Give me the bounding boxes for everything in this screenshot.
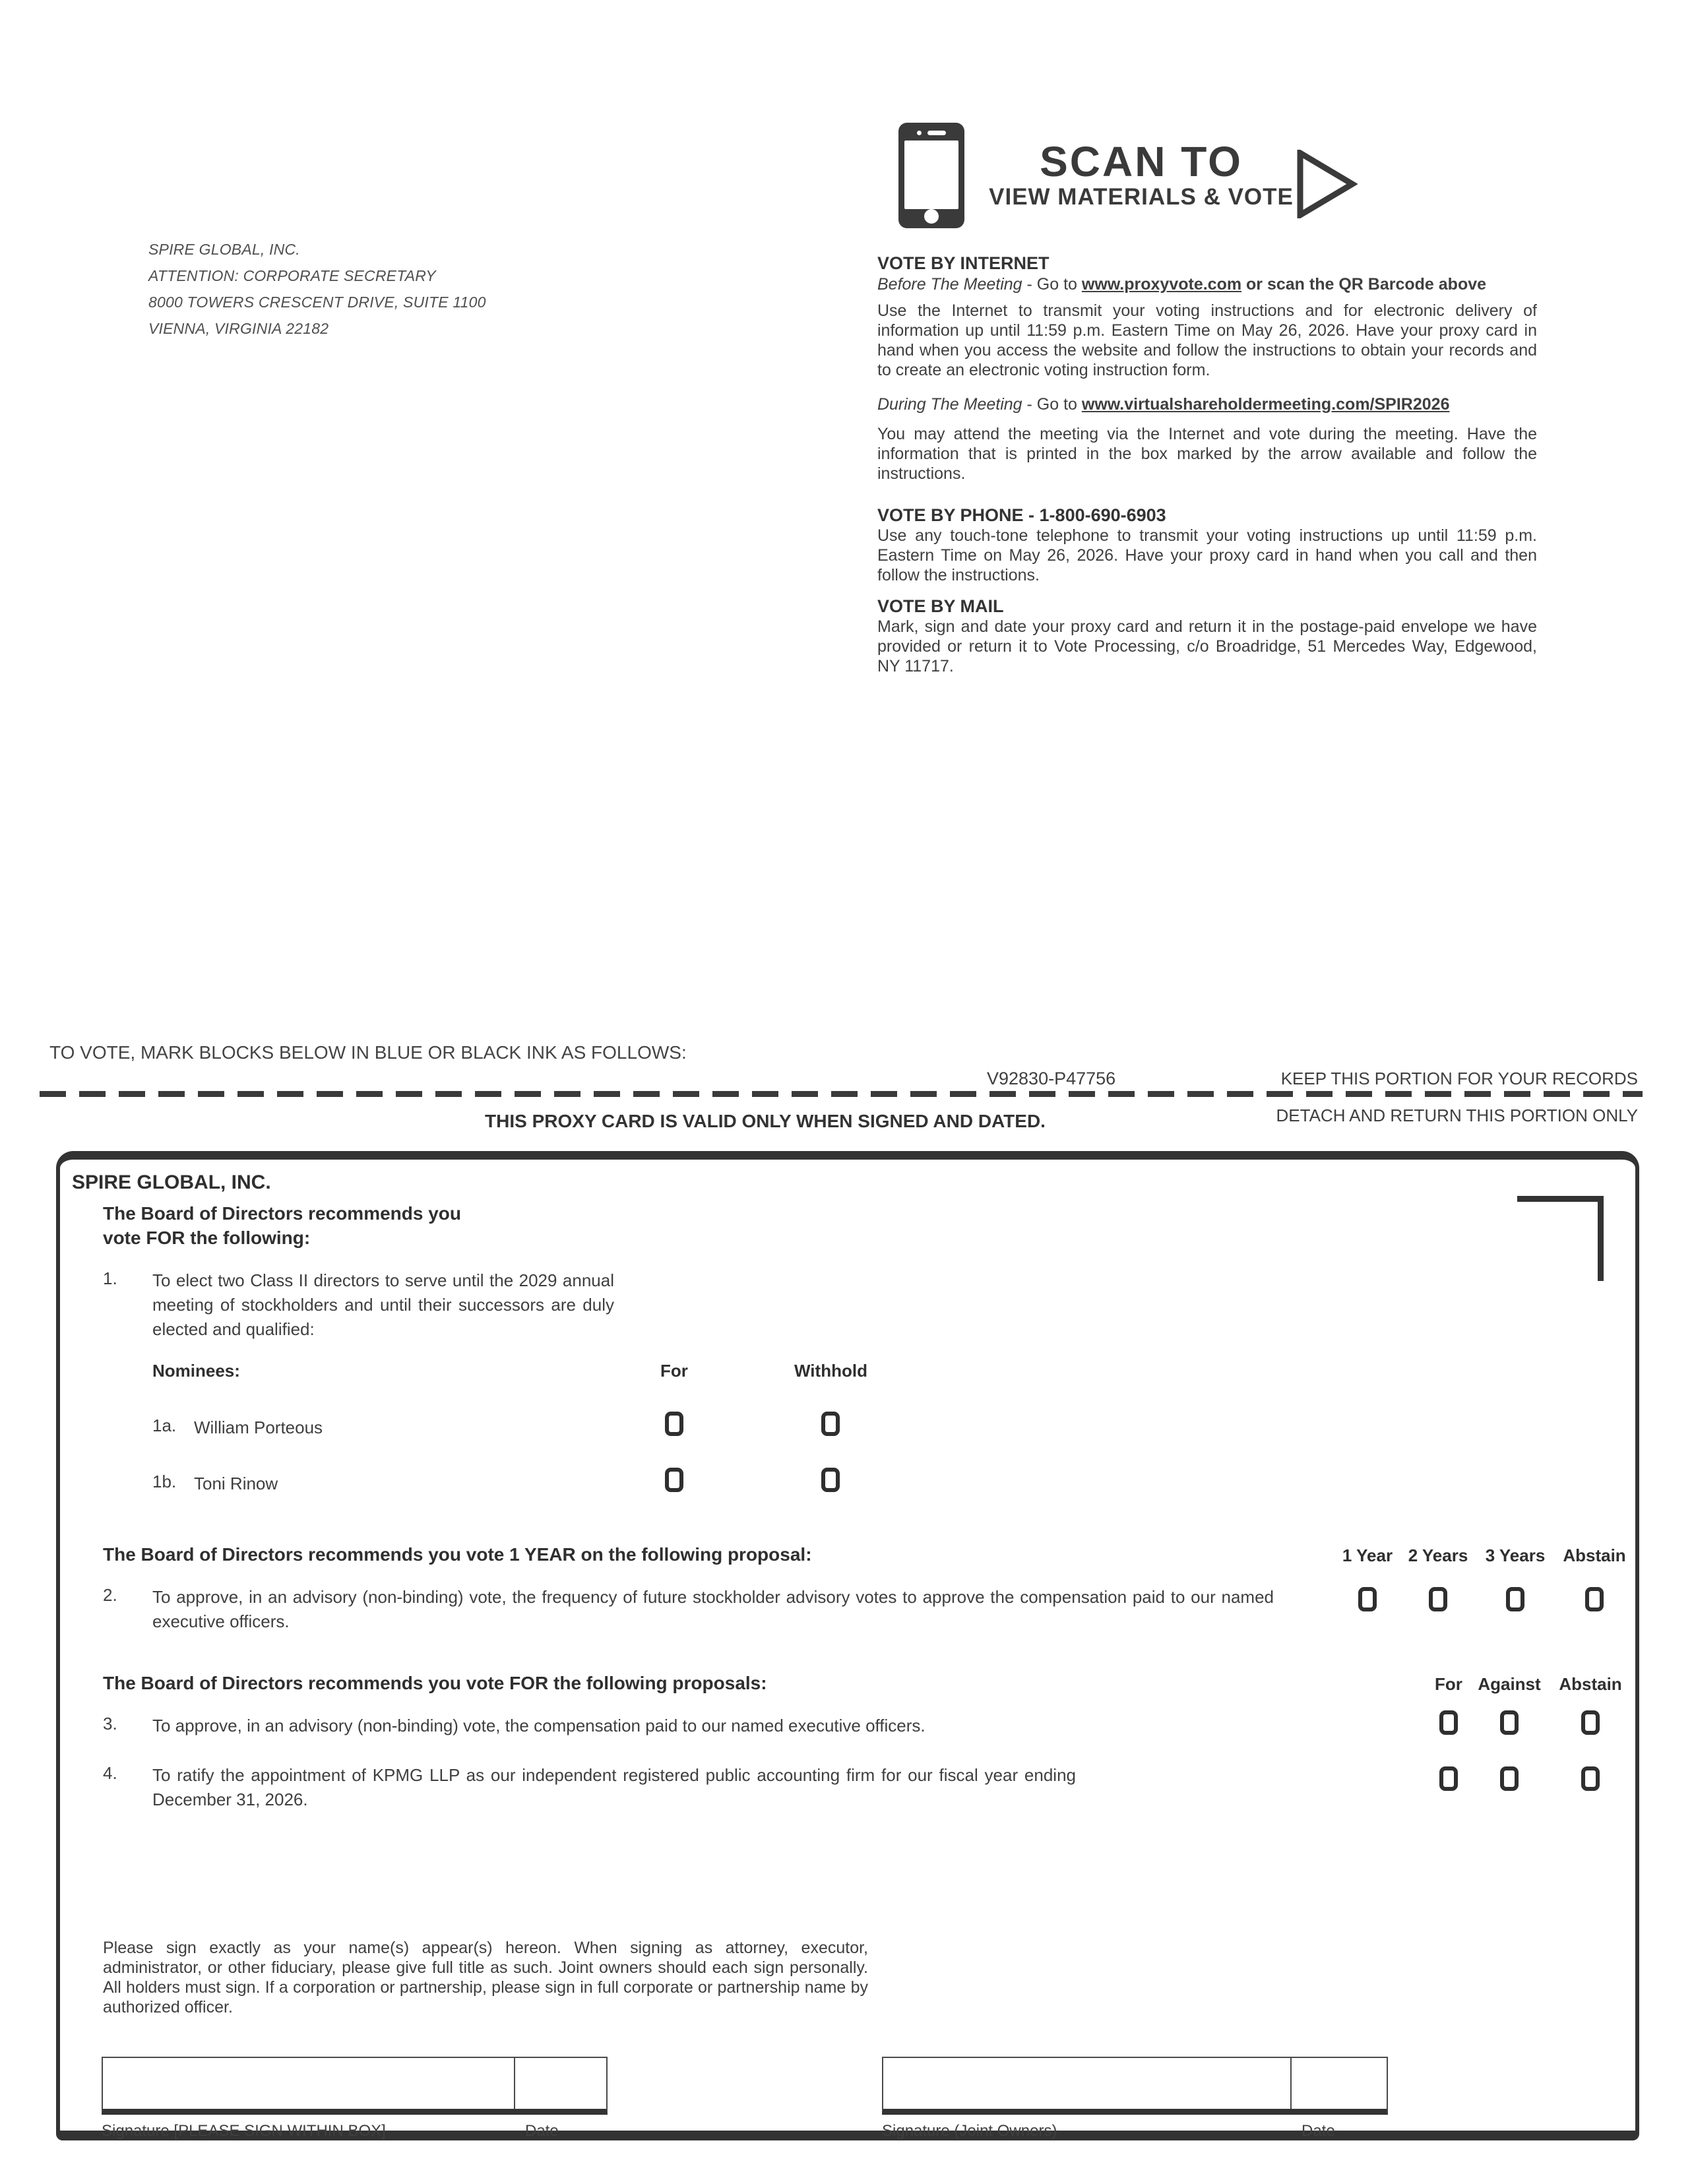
signature-box-primary[interactable] [102,2057,608,2115]
card-company-name: SPIRE GLOBAL, INC. [72,1171,271,1193]
checkbox-2-3years[interactable] [1506,1587,1524,1611]
proposal1-number: 1. [103,1268,117,1288]
date-primary-label: Date [525,2122,559,2140]
virtual-meeting-link[interactable]: www.virtualshareholdermeeting.com/SPIR2026 [1081,395,1450,414]
corner-registration-mark [1517,1196,1604,1281]
scan-banner-title: SCAN TO [1040,138,1243,185]
sender-address-block [148,236,486,342]
sender-attention: ATTENTION: CORPORATE SECRETARY [148,267,436,284]
checkbox-2-1year[interactable] [1358,1587,1377,1611]
checkbox-3-abstain[interactable] [1581,1710,1600,1735]
signature-date-divider-2 [1290,2058,1292,2109]
vote-internet-heading: VOTE BY INTERNET [877,253,1050,273]
checkbox-1a-for[interactable] [665,1412,683,1436]
vote-mail-heading: VOTE BY MAIL [877,596,1004,616]
vote-mail-body: Mark, sign and date your proxy card and return it in the postage-paid envelope we have provided or return it to Vote Processing, c/o Broadridge, 51 Mercedes Way, Edgewood, NY 11717. [877,617,1537,675]
scan-banner-subtitle: VIEW MATERIALS & VOTE [989,184,1294,210]
signature-joint-label: Signature (Joint Owners) [882,2122,1057,2140]
vote-internet-during-body: You may attend the meeting via the Internet and vote during the meeting. Have the information that is printed in the box marked by the arrow available and follow the instructions. [877,425,1537,483]
vote-internet-before-body: Use the Internet to transmit your voting instructions and for electronic delivery of information up until 11:59 p.m. Eastern Time on May 26, 2026. Have your proxy card in hand when you access the website and follow the instructions to obtain your records and to create an electronic voting instruction form. [877,301,1537,379]
proposal3-number: 3. [103,1714,117,1733]
nominees-label: Nominees: [152,1361,240,1381]
sender-street: 8000 TOWERS CRESCENT DRIVE, SUITE 1100 [148,294,486,311]
nominee-1b-name: Toni Rinow [194,1474,278,1493]
proposal2-number: 2. [103,1585,117,1605]
proposal4-number: 4. [103,1763,117,1783]
sender-company: SPIRE GLOBAL, INC. [148,241,300,258]
nominee-1a-name: William Porteous [194,1418,323,1437]
proposal4-text: To ratify the appointment of KPMG LLP as our independent registered public accounting firm for our fiscal year ending December 31, 2026. [152,1765,1076,1809]
column-header-abstain: Abstain [1559,1674,1622,1694]
phone-speaker-bar [927,131,946,135]
phone-screen [904,140,958,209]
checkbox-3-for[interactable] [1439,1710,1458,1735]
before-meeting-label: Before The Meeting [877,275,1022,294]
proposal2-text: To approve, in an advisory (non-binding) vote, the frequency of future stockholder advisory votes to approve the compensation paid to our named executive officers. [152,1587,1274,1631]
date-joint-label: Date [1302,2122,1335,2140]
column-header-3years: 3 Years [1485,1545,1546,1565]
during-meeting-label: During The Meeting [877,395,1022,414]
vote-phone-body: Use any touch-tone telephone to transmit your voting instructions up until 11:59 p.m. Eastern Time on May 26, 2026. Have your proxy card in hand when you call and then follow the instructions. [877,526,1537,584]
checkbox-1b-withhold[interactable] [821,1468,840,1492]
checkbox-1a-withhold[interactable] [821,1412,840,1436]
column-header-against: Against [1478,1674,1541,1694]
sender-city: VIENNA, VIRGINIA 22182 [148,320,329,337]
go-to-text-2: - Go to [1022,395,1082,414]
column-header-for-2: For [1435,1674,1462,1694]
control-number: V92830-P47756 [987,1069,1116,1088]
checkbox-4-abstain[interactable] [1581,1766,1600,1791]
checkbox-2-2years[interactable] [1429,1587,1447,1611]
proxyvote-link[interactable]: www.proxyvote.com [1081,275,1242,294]
mark-blocks-instruction: TO VOTE, MARK BLOCKS BELOW IN BLUE OR BLACK INK AS FOLLOWS: [49,1042,687,1063]
proposal3-text: To approve, in an advisory (non-binding) vote, the compensation paid to our named executive officers. [152,1716,925,1735]
valid-when-signed-note: THIS PROXY CARD IS VALID ONLY WHEN SIGNED AND DATED. [485,1111,1046,1131]
signature-date-divider [514,2058,515,2109]
column-header-2years: 2 Years [1408,1545,1468,1565]
scan-banner [986,139,1296,210]
recommendation-directors: The Board of Directors recommends you vote FOR the following: [103,1203,462,1248]
vote-phone-heading: VOTE BY PHONE - 1-800-690-6903 [877,505,1166,525]
arrow-right-icon [1297,150,1358,218]
checkbox-1b-for[interactable] [665,1468,683,1492]
keep-portion-note: KEEP THIS PORTION FOR YOUR RECORDS [1280,1069,1638,1088]
proxy-ballot-card [56,1151,1639,2140]
signature-primary-label: Signature [PLEASE SIGN WITHIN BOX] [102,2122,386,2140]
go-to-text: - Go to [1022,275,1082,294]
recommendation-frequency: The Board of Directors recommends you vote 1 YEAR on the following proposal: [103,1544,812,1565]
signature-instructions: Please sign exactly as your name(s) appear(s) hereon. When signing as attorney, executor, administrator, or other fiduciary, please give full title as such. Joint owners should each sign personally. All holders must sign. If a corporation or partnership, please sign in full corporate or partnership name by authorized officer. [103,1939,868,2016]
before-meeting-line [877,274,1537,294]
signature-box-joint[interactable] [882,2057,1388,2115]
column-header-abstain-freq: Abstain [1563,1545,1626,1565]
nominee-1a-number: 1a. [152,1416,177,1435]
perforation-dashed-line [40,1091,1643,1097]
phone-home-button [924,209,939,224]
nominee-1b-number: 1b. [152,1472,177,1491]
qr-barcode-note: or scan the QR Barcode above [1241,275,1487,294]
checkbox-4-against[interactable] [1500,1766,1519,1791]
proposal1-text: To elect two Class II directors to serve until the 2029 annual meeting of stockholders and until their successors are duly elected and qualified: [152,1270,614,1339]
during-meeting-line [877,394,1537,414]
checkbox-2-abstain[interactable] [1585,1587,1604,1611]
checkbox-4-for[interactable] [1439,1766,1458,1791]
column-header-1year: 1 Year [1342,1545,1393,1565]
smartphone-icon [898,123,964,228]
detach-return-note: DETACH AND RETURN THIS PORTION ONLY [1276,1106,1638,1125]
phone-camera-dot [917,131,922,135]
checkbox-3-against[interactable] [1500,1710,1519,1735]
column-header-for: For [660,1361,688,1381]
recommendation-proposals: The Board of Directors recommends you vote FOR the following proposals: [103,1673,767,1693]
column-header-withhold: Withhold [794,1361,867,1381]
